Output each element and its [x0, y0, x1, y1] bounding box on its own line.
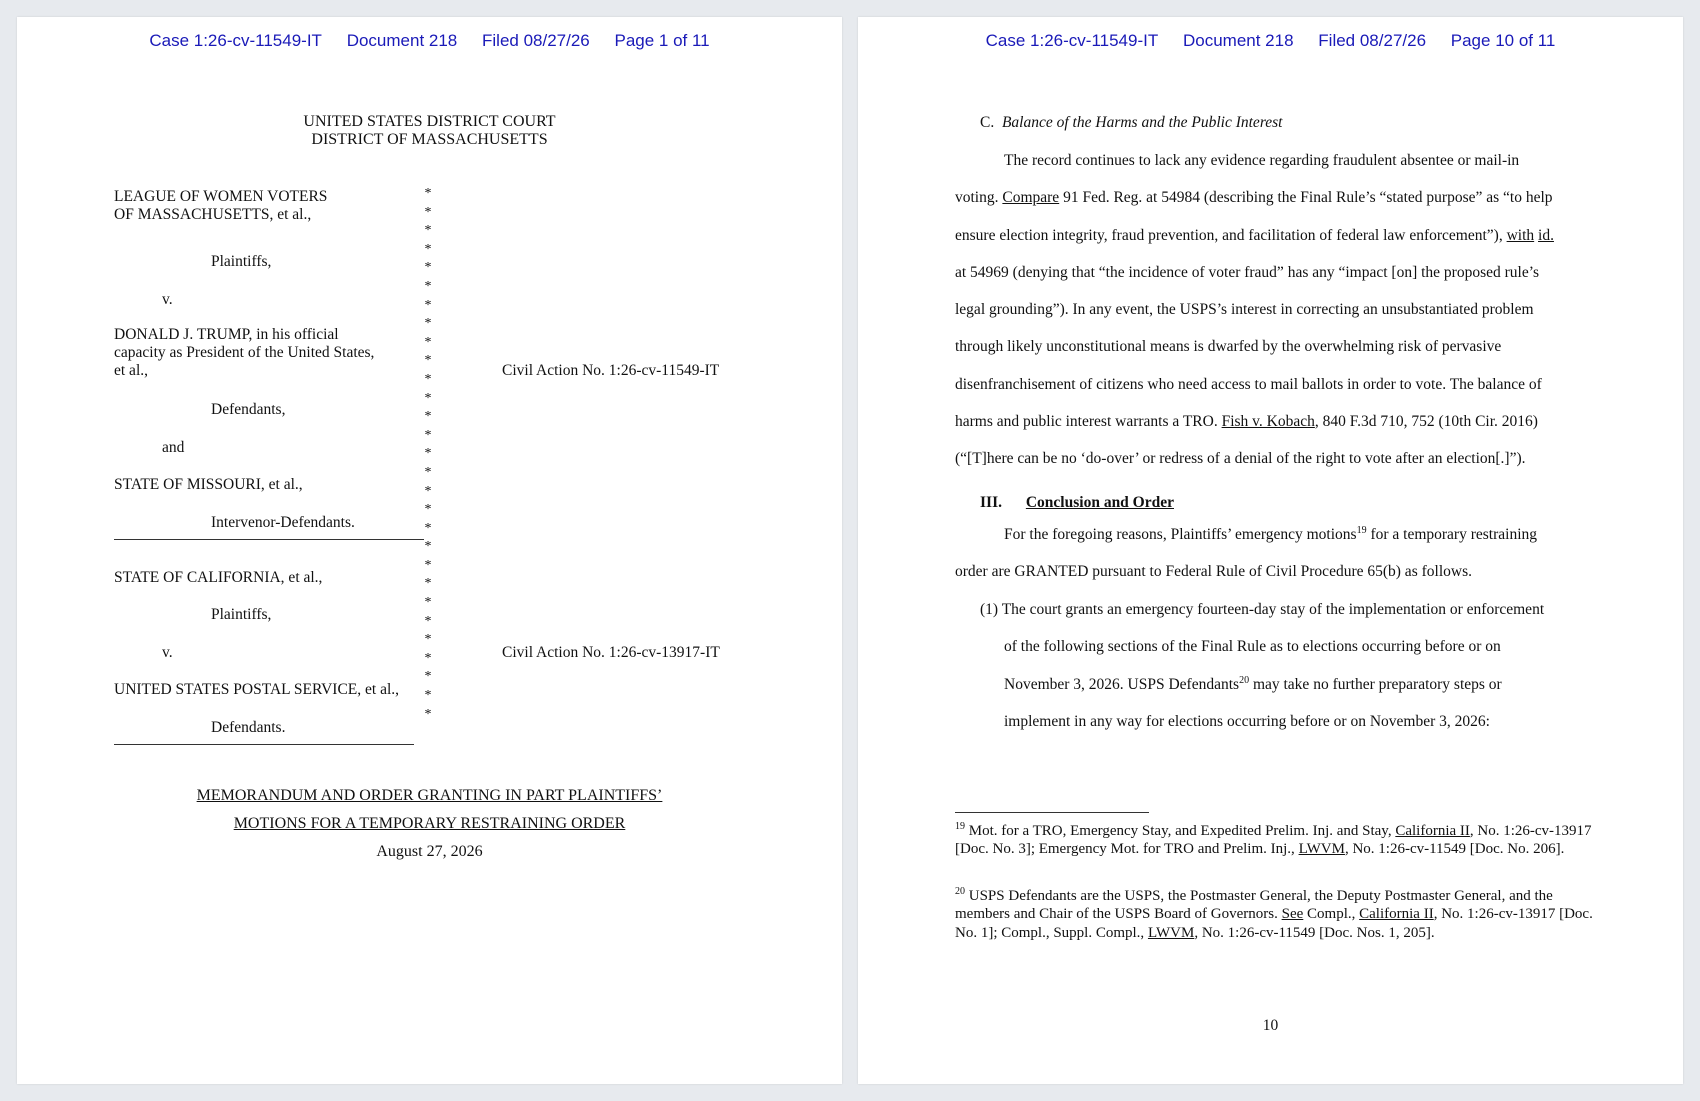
caption-star: * — [424, 557, 432, 573]
caption-star: * — [424, 334, 432, 350]
caption-star: * — [424, 427, 432, 443]
caption-star: * — [424, 353, 432, 369]
caption-star: * — [424, 595, 432, 611]
caption-star: * — [424, 576, 432, 592]
intervenor-party: STATE OF MISSOURI, et al., — [114, 476, 303, 493]
ecf-header — [858, 31, 1683, 51]
defendants-label-1: Defendants, — [211, 401, 286, 418]
caption-divider-1 — [114, 539, 424, 540]
and-label: and — [162, 439, 185, 456]
caption-star: * — [424, 539, 432, 555]
caption-divider-2 — [114, 744, 414, 745]
caption-star: * — [424, 278, 432, 294]
paragraph-conclusion: For the foregoing reasons, Plaintiffs’ emergency motions$^{19}$ for a temporary restraining order are GRANTED pursuant to Federal Rule of Civil Procedure 65(b) as follows. — [955, 524, 1537, 581]
document-page-10 — [858, 17, 1683, 1084]
document-number: Document 218 — [1182, 31, 1294, 50]
caption-star: * — [424, 186, 432, 201]
plaintiff-party-2: STATE OF CALIFORNIA, et al., — [114, 569, 323, 586]
caption-star: * — [424, 688, 432, 704]
page-indicator: Page 1 of 11 — [614, 31, 710, 50]
page-number: 10 — [1262, 1017, 1279, 1034]
plaintiff-party-1: LEAGUE OF WOMEN VOTERS OF MASSACHUSETTS, et al., — [114, 188, 328, 223]
caption-star: * — [424, 613, 432, 629]
footnote-20: $^{20}$ USPS Defendants are the USPS, the Postmaster General, the Deputy Postmaster General, and the members and Chair of the USPS Board of Governors. See Compl., California II, No. 1:26-cv-13917 [Doc. No. 1]; Compl., Suppl. Compl., LWVM, No. 1:26-cv-11549 [Doc. Nos. 1, 205]. — [955, 886, 1593, 941]
ecf-header — [17, 31, 842, 51]
caption-star: * — [424, 483, 432, 499]
footnote-ref-19[interactable]: 19 — [1356, 524, 1367, 536]
caption-star: * — [424, 464, 432, 480]
page-indicator: Page 10 of 11 — [1450, 31, 1556, 50]
document-number: Document 218 — [346, 31, 458, 50]
caption-star: * — [424, 260, 432, 276]
caption-star: * — [424, 297, 432, 313]
case-number: Case 1:26-cv-11549-IT — [985, 31, 1159, 50]
caption-star: * — [424, 632, 432, 648]
versus-1: v. — [162, 291, 173, 308]
order-item-1: (1) The court grants an emergency fourteen-day stay of the implementation or enforcement of the following sections of the Final Rule as to elections occurring before or on November 3, 2026. USPS Defendants$^{20}$ may take no further preparatory steps or implement in any way for elections occurring before or on November 3, 2026: — [980, 601, 1545, 730]
defendants-label-2: Defendants. — [211, 719, 286, 736]
filed-date: Filed 08/27/26 — [1318, 31, 1427, 50]
court-name: UNITED STATES DISTRICT COURT DISTRICT OF MASSACHUSETTS — [303, 113, 556, 148]
memorandum-title: MEMORANDUM AND ORDER GRANTING IN PART PLAINTIFFS’ MOTIONS FOR A TEMPORARY RESTRAINING ORDER August 27, 2026 — [17, 782, 842, 866]
civil-action-number-1: Civil Action No. 1:26-cv-11549-IT — [502, 362, 720, 379]
defendant-party-2: UNITED STATES POSTAL SERVICE, et al., — [114, 681, 400, 698]
caption-star: * — [424, 223, 432, 239]
plaintiffs-label-2: Plaintiffs, — [211, 606, 272, 623]
civil-action-number-2: Civil Action No. 1:26-cv-13917-IT — [502, 644, 720, 661]
footnote-ref-20[interactable]: 20 — [1239, 674, 1250, 686]
caption-star: * — [424, 390, 432, 406]
caption-star: * — [424, 446, 432, 462]
caption-star: * — [424, 706, 432, 722]
section-c-heading: C. Balance of the Harms and the Public Interest — [980, 114, 1283, 131]
paragraph-balance-of-harms: The record continues to lack any evidence regarding fraudulent absentee or mail-in voting. Compare 91 Fed. Reg. at 54984 (describing the Final Rule’s “stated purpose” as “to help ensure election integrity, fraud prevention, and facilitation of federal law enforcement”), with id. at 54969 (denying that “the incidence of voter fraud” has any “impact [on] the proposed rule’s legal grounding”). In any event, the USPS’s interest in correcting an unsubstantiated problem through likely unconstitutional means is dwarfed by the overwhelming risk of pervasive disenfranchisement of citizens who need access to mail ballots in order to vote. The balance of harms and public interest warrants a TRO. Fish v. Kobach, 840 F.3d 710, 752 (10th Cir. 2016) (“[T]here can be no ‘do-over’ or redress of a denial of the right to vote after an election[.]”). — [955, 152, 1554, 468]
intervenor-label: Intervenor-Defendants. — [211, 514, 355, 531]
caption-star: * — [424, 241, 432, 257]
footnote-19: $^{19}$ Mot. for a TRO, Emergency Stay, and Expedited Prelim. Inj. and Stay, California II, No. 1:26-cv-13917 [Doc. No. 3]; Emergency Mot. for TRO and Prelim. Inj., LWVM, No. 1:26-cv-11549 [Doc. No. 206]. — [955, 821, 1592, 858]
caption-star: * — [424, 520, 432, 536]
caption-star: * — [424, 502, 432, 518]
filed-date: Filed 08/27/26 — [482, 31, 590, 50]
caption-star: * — [424, 371, 432, 387]
defendant-party-1: DONALD J. TRUMP, in his official capacity as President of the United States, et al., — [114, 326, 375, 379]
section-iii-heading: III. Conclusion and Order — [980, 494, 1174, 511]
footnote-separator — [955, 812, 1149, 813]
caption-star: * — [424, 669, 432, 685]
caption-star: * — [424, 316, 432, 332]
versus-2: v. — [162, 644, 173, 661]
caption-star-column — [422, 185, 434, 724]
document-page-1 — [17, 17, 842, 1084]
plaintiffs-label-1: Plaintiffs, — [211, 253, 272, 270]
memorandum-date: August 27, 2026 — [376, 843, 483, 860]
case-number: Case 1:26-cv-11549-IT — [149, 31, 322, 50]
caption-star: * — [424, 409, 432, 425]
caption-star: * — [424, 204, 432, 220]
caption-star: * — [424, 650, 432, 666]
